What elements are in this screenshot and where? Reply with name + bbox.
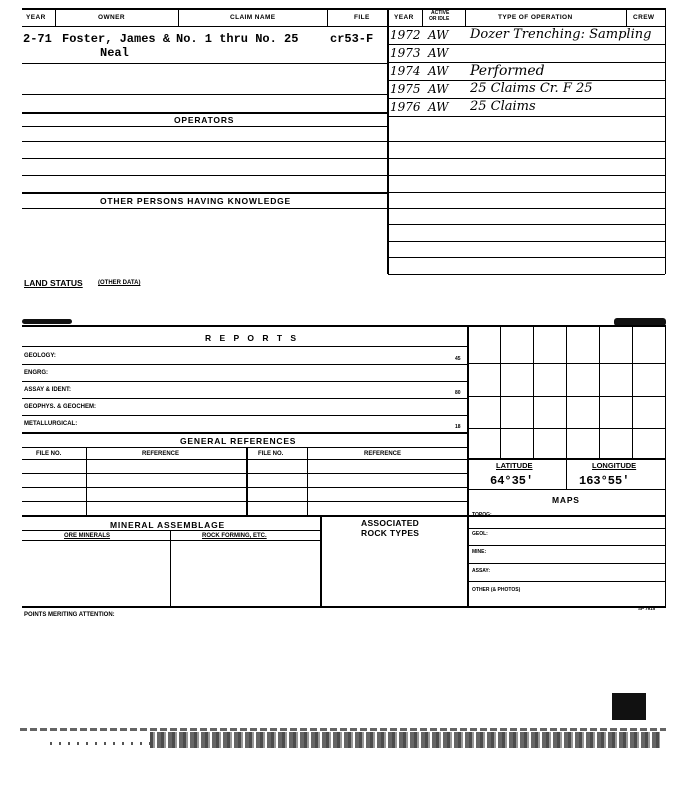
report-assay-num: 80 bbox=[455, 390, 461, 396]
op-year-3: 1974 bbox=[390, 64, 421, 78]
op-year-2: 1973 bbox=[390, 46, 421, 60]
ore-minerals-label: ORE MINERALS bbox=[64, 533, 111, 539]
header-active: ACTIVE bbox=[431, 10, 450, 16]
op-status-1: AW bbox=[428, 28, 449, 42]
entry-file: cr53-F bbox=[330, 32, 374, 46]
op-year-4: 1975 bbox=[390, 82, 421, 96]
ref-col-file-no-1: FILE NO. bbox=[36, 451, 62, 457]
ref-col-file-no-2: FILE NO. bbox=[258, 451, 284, 457]
header-year-ops: YEAR bbox=[394, 14, 414, 21]
land-status-label: LAND STATUS bbox=[24, 278, 83, 288]
ref-col-reference-1: REFERENCE bbox=[142, 451, 180, 457]
latitude-label: LATITUDE bbox=[496, 461, 533, 470]
map-topog: TOPOG: bbox=[472, 512, 492, 518]
reports-title: R E P O R T S bbox=[205, 333, 300, 343]
ref-col-reference-2: REFERENCE bbox=[364, 451, 402, 457]
report-geophys: GEOPHYS. & GEOCHEM: bbox=[24, 404, 97, 410]
entry-year: 2-71 bbox=[23, 32, 52, 46]
op-status-5: AW bbox=[428, 100, 449, 114]
scan-noise-dots bbox=[50, 742, 150, 745]
op-status-2: AW bbox=[428, 46, 449, 60]
op-year-5: 1976 bbox=[390, 100, 421, 114]
report-engrg: ENGRG: bbox=[24, 370, 48, 376]
header-owner: OWNER bbox=[98, 14, 125, 21]
ink-smudge-left bbox=[22, 319, 72, 324]
latitude-value: 64°35' bbox=[490, 474, 534, 488]
op-status-4: AW bbox=[428, 82, 449, 96]
longitude-value: 163°55' bbox=[579, 474, 630, 488]
other-persons-label: OTHER PERSONS HAVING KNOWLEDGE bbox=[100, 196, 292, 206]
op-year-1: 1972 bbox=[390, 28, 421, 42]
map-mine: MINE: bbox=[472, 549, 487, 555]
longitude-label: LONGITUDE bbox=[592, 461, 637, 470]
rock-types-label: ROCK TYPES bbox=[361, 528, 420, 538]
report-metallurgical: METALLURGICAL: bbox=[24, 421, 78, 427]
report-geology-num: 45 bbox=[455, 356, 461, 362]
report-metallurgical-num: 18 bbox=[455, 424, 461, 430]
map-geol: GEOL: bbox=[472, 531, 488, 537]
land-status-sub: (OTHER DATA) bbox=[98, 280, 141, 286]
scan-block-artifact bbox=[612, 693, 646, 720]
operators-label: OPERATORS bbox=[174, 115, 235, 125]
associated-label: ASSOCIATED bbox=[361, 518, 420, 528]
scan-noise-line bbox=[20, 728, 666, 731]
op-status-3: AW bbox=[428, 64, 449, 78]
op-type-5: 25 Claims bbox=[470, 99, 536, 114]
header-file: FILE bbox=[354, 14, 370, 21]
header-crew: CREW bbox=[633, 14, 655, 21]
form-code: SP 7915 bbox=[638, 606, 656, 611]
op-type-1: Dozer Trenching: Sampling bbox=[470, 27, 652, 42]
op-type-3: Performed bbox=[470, 63, 545, 79]
rock-forming-label: ROCK FORMING, ETC. bbox=[202, 533, 267, 539]
map-other: OTHER (& PHOTOS) bbox=[472, 587, 521, 593]
maps-title: MAPS bbox=[552, 495, 580, 505]
entry-owner-line2: Neal bbox=[100, 46, 129, 60]
op-type-4: 25 Claims Cr. F 25 bbox=[470, 81, 593, 96]
header-or-idle: OR IDLE bbox=[429, 16, 450, 22]
entry-owner: Foster, James & bbox=[62, 32, 171, 46]
general-references-title: GENERAL REFERENCES bbox=[180, 436, 297, 446]
header-year: YEAR bbox=[26, 14, 46, 21]
report-assay: ASSAY & IDENT: bbox=[24, 387, 72, 393]
entry-claim-name: No. 1 thru No. 25 bbox=[176, 32, 299, 46]
mineral-assemblage-title: MINERAL ASSEMBLAGE bbox=[110, 520, 225, 530]
report-geology: GEOLOGY: bbox=[24, 353, 56, 359]
map-assay: ASSAY: bbox=[472, 568, 491, 574]
scan-noise-band bbox=[150, 732, 660, 748]
header-claim-name: CLAIM NAME bbox=[230, 14, 276, 21]
header-type-of-operation: TYPE OF OPERATION bbox=[498, 14, 573, 21]
points-meriting-attention-label: POINTS MERITING ATTENTION: bbox=[24, 612, 115, 618]
